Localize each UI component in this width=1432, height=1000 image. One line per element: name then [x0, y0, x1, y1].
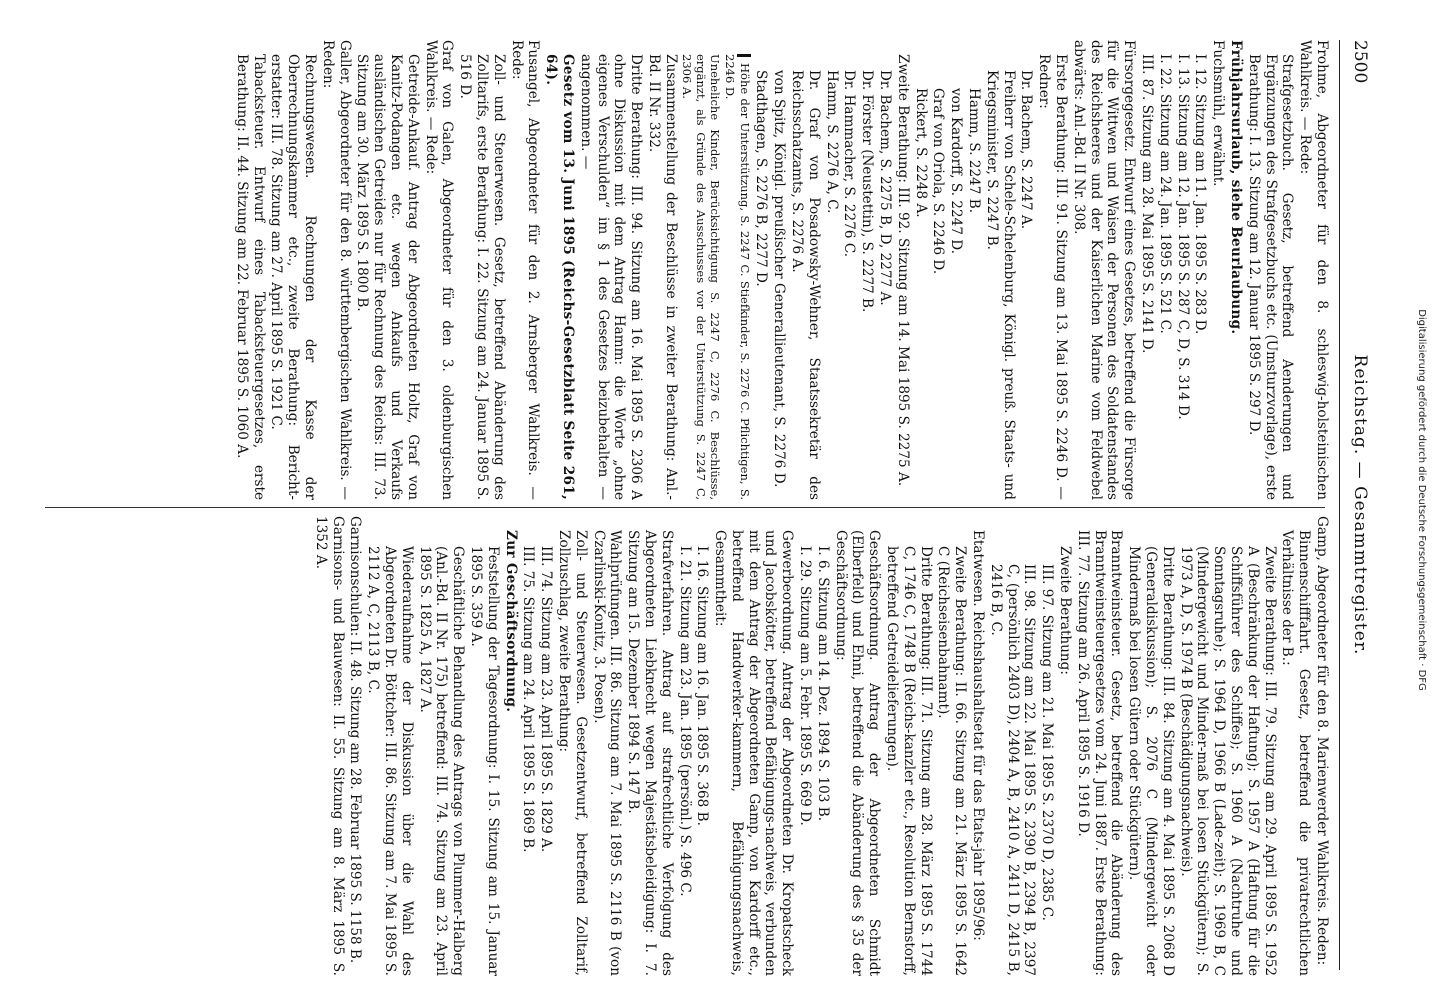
fuersorge-dritte-berathung: Dritte Berathung: III. 94. Sitzung am 16. Mai 1895 S. 2306 A ohne Diskussion mit dem Antrag Hamm: die Worte „ohne eigenes Verschulden“ im § 1 des Gesetzes beizubehalten — angenommen. —: [577, 54, 645, 500]
running-head: [1339, 40, 1380, 970]
galler-rechnungswesen: Rechnungswesen. Rechnungen der Kasse der Oberrechnungskammer etc., zweite Berathung: Bericht-erstatter: III. 78. Sitzung am 27. April 1895 S. 1921 C.: [268, 54, 318, 500]
gamp-branntweinsteuer: Branntweinsteuer. Gesetz, betreffend die Abänderung des Branntweinsteuergesetzes vom 24. Juni 1887. Erste Berathung: III. 77. Sitzung am 26. April 1895 S. 1916 D.: [1074, 530, 1125, 976]
gamp-zoll-ref-2: III. 75. Sitzung am 24. April 1895 S. 1869 B.: [520, 546, 537, 853]
gamp-geschaeftsordnung: Geschäftsordnung. Antrag der Abgeordneten Schmidt (Elberfeld) und Ehni, betreffend die Abänderung des § 35 der Geschäftsordnung:: [832, 530, 883, 976]
left-column: [20, 40, 1330, 500]
fuersorge-redner-11: Dr. Graf von Posadowsky-Wehner, Staatssekretär des Reichsschatzamts, S. 2276 A.: [789, 70, 822, 500]
fuersorge-note-1: [723, 40, 752, 500]
fuersorge-redner-2: Freiherr von Schele-Schelenburg, Königl. preuß. Staats- und Kriegsminister, S. 2247 B.: [983, 70, 1017, 500]
galler-tabacksteuer: Tabacksteuer. Entwurf eines Tabacksteuergesetzes, erste Berathung: II. 44. Sitzung am 22. Februar 1895 S. 1060 A.: [233, 54, 267, 500]
entry-fruehjahrsurlaub: Frühjahrsurlaub, siehe Beurlaubung.: [1228, 40, 1245, 335]
gamp-binnen-dritte: Dritte Berathung: III. 84. Sitzung am 4. Mai 1895 S. 2068 D (Generaldiskussion); S. 2076 C (Mindergewicht oder Mindermaß bei losen Gütern oder Stückgütern).: [1126, 546, 1176, 976]
entry-fuersorgegesetz: Fürsorgegesetz. Entwurf eines Gesetzes, betreffend die Fürsorge für die Wittwen und Waisen der Personen des Soldatenstandes des Reichsheeres und der Kaiserlichen Marine vom Feldwebel abwärts: Anl.-Bd. II Nr. 308.: [1070, 40, 1138, 500]
entry-frohme-strafgesetzbuch: Strafgesetzbuch. Gesetz, betreffend Aenderungen und Ergänzungen des Strafgesetzbuchs etc. (Umsturzvorlage), erste Berathung: I. 13. Sitzung am 12. Januar 1895 S. 297 D.: [1245, 54, 1296, 500]
entry-fusangel: Fusangel, Abgeordneter für den 2. Arnsberger Wahlkreis. — Rede:: [508, 40, 542, 500]
fuersorge-gesetz: Gesetz vom 13. Juni 1895 (Reichs-Gesetzblatt Seite 261, 64).: [543, 54, 576, 500]
fuersorge-zweite-berathung: Zweite Berathung: III. 92. Sitzung am 14. Mai 1895 S. 2275 A.: [894, 54, 911, 487]
fuersorge-erste-berathung: Erste Berathung: III. 91. Sitzung am 13. Mai 1895 S. 2246 D. — Redner:: [1036, 54, 1070, 500]
gamp-go-ref-1: I. 6. Sitzung am 14. Dez. 1894 S. 103 B.: [814, 546, 831, 822]
fuersorge-zusammenstellung: Zusammenstellung der Beschlüsse in zweiter Berathung: Anl.-Bd. II Nr. 332.: [645, 54, 679, 500]
fuersorge-redner-5: Graf von Oriola, S. 2246 D.: [930, 88, 947, 275]
fuersorge-redner-4: von Kardorff, S. 2247 D.: [948, 88, 965, 255]
gamp-brannt-zweite: Zweite Berathung:: [1057, 546, 1074, 675]
fuersorge-redner-7: Dr. Bachem, S. 2275 B, D, 2277 A.: [877, 70, 894, 306]
gamp-brannt-ref-2: III. 98. Sitzung am 22. Mai 1895 S. 2390 B, 2394 B, 2397 C, (persönlich 2403 D), 2404 A, B, 2410 A, 2411 D, 2415 B, 2416 B, C.: [987, 564, 1038, 976]
digitization-credit: [1412, 0, 1430, 1000]
gamp-zur-go: Zur Geschäftsordnung.: [502, 530, 519, 713]
gamp-go-ref-2: I. 29. Sitzung am 5. Febr. 1895 S. 669 D.: [797, 546, 814, 826]
gamp-strafverfahren: Strafverfahren. Antrag auf strafrechtliche Verfolgung des Abgeordneten Liebknecht wegen Majestätsbeleidigung: I. 7. Sitzung am 15. Dezember 1894 S. 147 B.: [625, 530, 675, 976]
gamp-wiederaufnahme: Wiederaufnahme der Diskussion über die Wahl des Abgeordneten Dr. Böttcher: III. 86. Sitzung am 7. Mai 1895 S. 2112 A, C, 2113 B, C.: [365, 546, 415, 976]
gamp-etat-zweite: Zweite Berathung: II. 66. Sitzung am 21. März 1895 S. 1642 C (Reichseisenbahnamt).: [935, 546, 969, 976]
gamp-geschaeftliche-behandlung: Geschäftliche Behandlung des Antrags von Plummer-Halberg (Anl.-Bd. II Nr. 175) betreffend: III. 74. Sitzung am 23. April 1895 S. 1825 A, 1827 A.: [416, 546, 467, 976]
gamp-binnenschifffahrt: Binnenschifffahrt. Gesetz, betreffend die privatrechtlichen Verhältnisse der B.:: [1279, 530, 1313, 976]
entry-garnisons-bauwesen: Garnisons- und Bauwesen: II. 55. Sitzung am 8. März 1895 S. 1352 A.: [312, 516, 346, 976]
gamp-gewerbeordnung: Gewerbeordnung. Antrag der Abgeordneten Dr. Kropatscheck und Jacobskötter, betreffend Befähigungs-nachweis, verbunden mit dem Antrag der Abgeordneten Gamp, von Kardorff etc., betreffend Handwerker-kammern, Befähigungsnachweis, Gesammtheit:: [712, 530, 796, 976]
entry-fuchsmuehl: Fuchsmühl, erwähnt.: [1210, 40, 1227, 187]
entry-galler: Galler, Abgeordneter für den 8. württembergischen Wahlkreis. — Reden:: [319, 40, 353, 500]
gamp-brannt-ref-1: III. 97. Sitzung am 21. Mai 1895 S. 2370 D, 2385 C.: [1039, 564, 1056, 921]
fuchsmuehl-ref-4: III. 87. Sitzung am 28. Mai 1895 S. 2141 D.: [1139, 54, 1156, 354]
gamp-gew-ref-1: I. 16. Sitzung am 16. Jan. 1895 S. 368 B.: [694, 546, 711, 826]
entry-garnisonschulen: Garnisonschulen: II. 48. Sitzung am 28. Februar 1895 S. 1158 B.: [347, 516, 364, 964]
gamp-gew-ref-2: I. 21. Sitzung am 23. Jan. 1895 (persönl.) S. 496 C.: [676, 546, 693, 897]
running-title: Reichstag. — Gesammtregister.: [1350, 354, 1370, 656]
column-divider: [45, 507, 1325, 508]
entry-gamp: Gamp, Abgeordneter für den 8. Marienwerder Wahlkreis. Reden:: [1314, 516, 1330, 966]
fuchsmuehl-ref-2: I. 13. Sitzung am 12. Jan. 1895 S. 287 C, D, S. 314 D.: [1174, 54, 1191, 420]
fuersorge-redner-3: Hamm, S. 2247 B.: [966, 88, 983, 214]
entry-frohme: Frohme, Abgeordneter für den 8. schleswig-holsteinischen Wahlkreis. — Rede:: [1297, 40, 1330, 500]
fuersorge-note-1-text: Höhe der Unterstützung, S. 2247 C. Stiefkinder, S. 2276 C. Pflichtigen, S. 2246 D.: [722, 54, 752, 500]
right-column: [20, 516, 1330, 976]
fuchsmuehl-ref-3: I. 22. Sitzung am 24. Jan. 1895 S. 521 C.: [1156, 54, 1173, 334]
fuchsmuehl-ref-1: I. 12. Sitzung am 11. Jan. 1895 S. 283 D.: [1192, 54, 1209, 335]
fusangel-zollwesen: Zoll- und Steuerwesen. Gesetz, betreffend Abänderung des Zolltarifs, erste Berathung: I. 22. Sitzung am 24. Januar 1895 S. 516 D.: [457, 54, 507, 500]
fuersorge-note-2: Uneheliche Kinder, Berücksichtigung S. 2247 C, 2276 C. Beschlüsse, ergänzt, als Gründe des Ausschusses vor der Unterstützung S. 2247 C, 2306 A.: [679, 54, 722, 500]
margin-bar-mark: [737, 54, 751, 57]
fuersorge-redner-12: von Spitz, Königl. preußischer Generallieutenant, S. 2276 D.: [771, 70, 788, 488]
fuersorge-redner-9: Dr. Hammacher, S. 2276 C.: [841, 70, 858, 258]
gamp-tagesordnung: Feststellung der Tagesordnung: I. 15. Sitzung am 15. Januar 1895 S. 359 A.: [467, 546, 501, 976]
gamp-zoll-ref-1: III. 74. Sitzung am 23. April 1895 S. 1829 A.: [538, 546, 555, 853]
fuersorge-redner-1: Dr. Bachem, S. 2247 A.: [1018, 70, 1035, 230]
gamp-zollwesen: Zoll- und Steuerwesen. Gesetzentwurf, betreffend Zolltarif, Zollzuschlag, zweite Berathung:: [555, 530, 589, 976]
fuersorge-redner-8: Dr. Förster (Neustettin), S. 2277 B.: [859, 70, 876, 313]
gamp-wahlpruefungen: Wahlprüfungen. III. 86. Sitzung am 7. Mai 1895 S. 2116 B (von Czarlinski-Konitz, 3. Posen).: [590, 530, 624, 976]
page-number: 2500: [1350, 40, 1370, 84]
digitization-credit-text: Digitalisierung gefördert durch die Deutsche Forschungsgemeinschaft · DFG: [1416, 309, 1427, 691]
fuersorge-redner-13: Stadthagen, S. 2276 B, 2277 D.: [753, 70, 770, 287]
gamp-binnen-zweite: Zweite Berathung: III. 79. Sitzung am 29. April 1895 S. 1952 A (Beschränkung der Haftung); S. 1957 A (Haftung für die Schiffsführer des Schiffes); S. 1960 A (Nachtruhe und Sonntagsruhe); S. 1964 D, 1966 B (Lade-zeit); S. 1969 B, C (Mindergewicht und Minder-maß bei losen Stückgütern); S. 1973 A, D, S. 1974 B (Beschädigungsnachweis).: [1177, 546, 1278, 976]
fuersorge-redner-10: Hamm, S. 2276 A, C.: [823, 70, 840, 214]
galen-getreide-ankauf: Getreide-Ankauf. Antrag der Abgeordneten Holtz, Graf von Kanitz-Podangen etc. wegen Ankaufs und Verkaufs ausländischen Getreides nur für Rechnung des Reichs: III. 73. Sitzung am 30. März 1895 S. 1800 B.: [354, 54, 421, 500]
fuersorge-redner-6: Rickert, S. 2248 A.: [912, 88, 929, 218]
gamp-etat-dritte: Dritte Berathung: III. 71. Sitzung am 28. März 1895 S. 1744 C, 1746 C, 1748 B (Reichs-kanzler etc., Resolution Bernstorff, betreffend Getreidelieferungen).: [884, 546, 934, 976]
gamp-etatwesen: Etatwesen. Reichshaushaltsetat für das Etats-jahr 1895/96:: [970, 530, 987, 941]
entry-graf-von-galen: Graf von Galen, Abgeordneter für den 3. oldenburgischen Wahlkreis. — Rede:: [422, 40, 456, 500]
